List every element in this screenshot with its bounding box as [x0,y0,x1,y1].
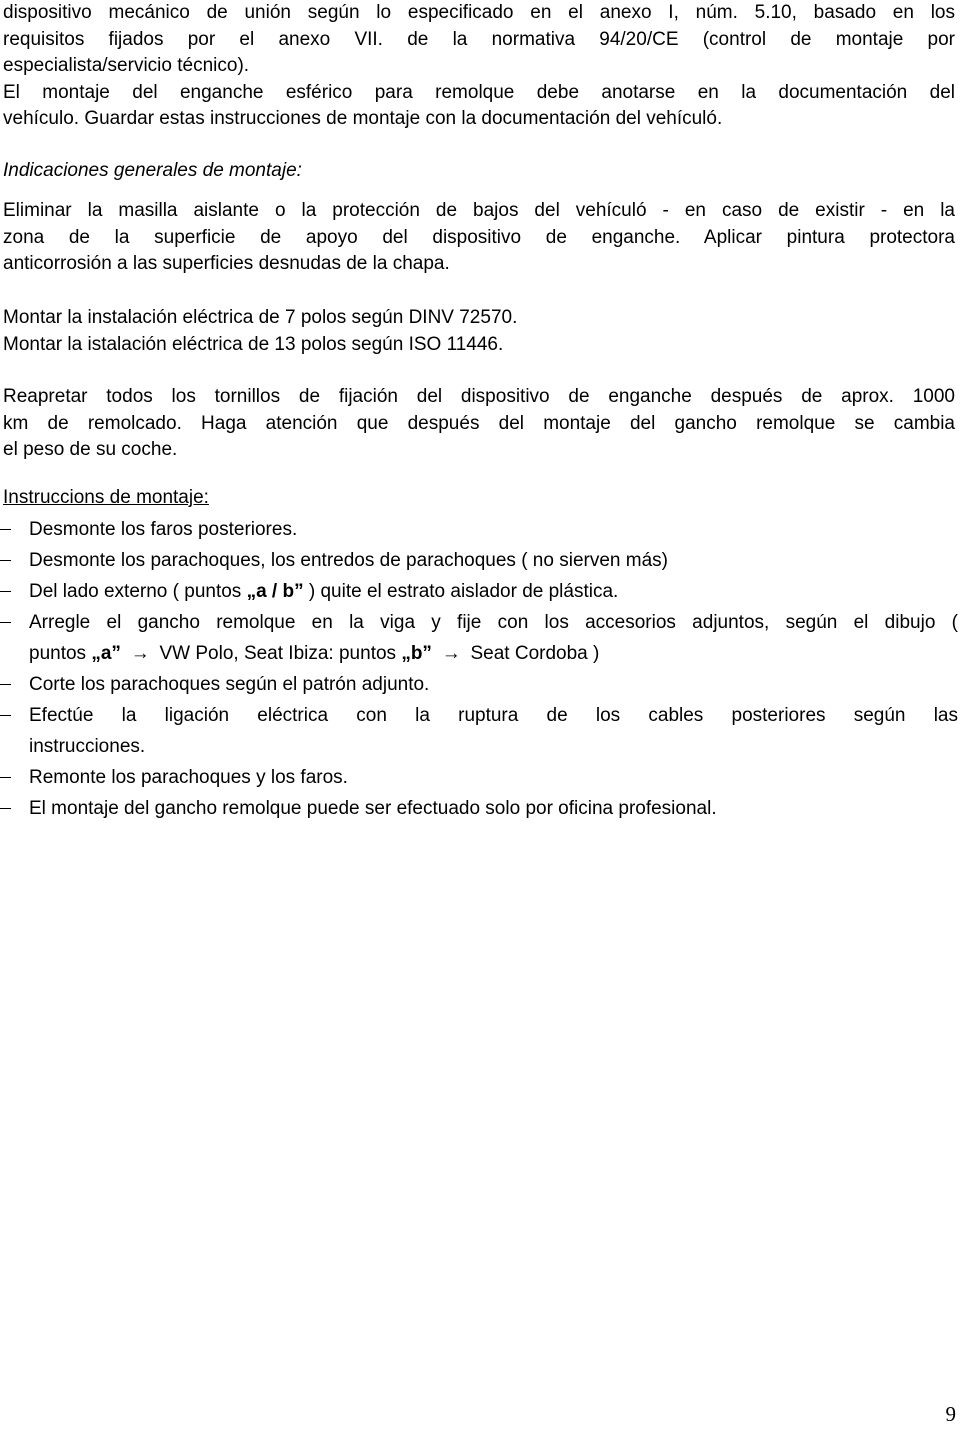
list-item [0,700,958,762]
general-paragraph-2 [3,305,955,358]
list-item [0,514,958,545]
right-arrow-icon: → [441,643,461,664]
dash-bullet-icon [0,684,11,685]
dash-bullet-icon [0,808,11,809]
instructions-list [0,514,958,824]
list-item [0,669,958,700]
general-paragraph-3 [3,384,955,464]
dash-bullet-icon [0,715,11,716]
list-item-text: Corte los parachoques según el patrón adjunto. [29,674,430,695]
intro-line: vehículo. Guardar estas instrucciones de montaje con la documentación del vehículó. [3,108,723,129]
points-label: „b” [401,643,432,664]
right-arrow-icon: → [130,643,150,664]
list-item-text: Desmonte los faros posteriores. [29,519,298,540]
list-item-text: puntos [29,643,92,664]
list-item [0,793,958,824]
list-item-text: Arregle el gancho remolque en la viga y fije con los accesorios adjuntos, según el dibujo ( [29,612,958,633]
list-item [0,762,958,793]
list-item-text: Del lado externo ( puntos [29,581,247,602]
dash-bullet-icon [0,591,11,592]
points-label: „a / b” [246,581,304,602]
dash-bullet-icon [0,777,11,778]
points-label: „a” [91,643,121,664]
list-item-text: ) quite el estrato aislador de plástica. [303,581,619,602]
list-item-text: El montaje del gancho remolque puede ser efectuado solo por oficina profesional. [29,798,717,819]
list-item [0,545,958,576]
intro-paragraph [3,0,955,133]
list-item-text: instrucciones. [29,736,146,757]
list-item [0,607,958,669]
dash-bullet-icon [0,622,11,623]
instructions-heading: Instruccions de montaje: [3,487,209,508]
general-line: el peso de su coche. [3,439,178,460]
list-item [0,576,958,607]
general-line: Reapretar todos los tornillos de fijación del dispositivo de enganche después de aprox. 1000 [3,386,955,407]
general-line: km de remolcado. Haga atención que después del montaje del gancho remolque se cambia [3,412,955,434]
general-line: Montar la istalación eléctrica de 13 polos según ISO 11446. [3,333,504,355]
intro-line: dispositivo mecánico de unión según lo especificado en el anexo I, núm. 5.10, basado en los [3,2,955,23]
list-item-text: Desmonte los parachoques, los entredos de parachoques ( no sierven más) [29,550,668,571]
page-number: 9 [945,1402,956,1426]
list-item-text: Remonte los parachoques y los faros. [29,767,348,788]
general-line: anticorrosión a las superficies desnudas de la chapa. [3,253,450,274]
general-line: Eliminar la masilla aislante o la protección de bajos del vehículó - en caso de existir - en la [3,200,955,221]
general-paragraph-1 [3,198,955,278]
intro-line: El montaje del enganche esférico para remolque debe anotarse en la documentación del [3,81,955,103]
list-item-text: VW Polo, Seat Ibiza: puntos [159,643,402,664]
dash-bullet-icon [0,560,11,561]
dash-bullet-icon [0,529,11,530]
list-item-text: Efectúe la ligación eléctrica con la ruptura de los cables posteriores según las [29,705,958,726]
intro-line: requisitos fijados por el anexo VII. de la normativa 94/20/CE (control de montaje por [3,28,955,50]
list-item-line [29,638,958,669]
general-line: zona de la superficie de apoyo del dispositivo de enganche. Aplicar pintura protectora [3,226,955,248]
general-heading: Indicaciones generales de montaje: [3,160,302,181]
general-line: Montar la instalación eléctrica de 7 polos según DINV 72570. [3,307,518,328]
list-item-text: Seat Cordoba ) [470,643,600,664]
intro-line: especialista/servicio técnico). [3,55,250,76]
